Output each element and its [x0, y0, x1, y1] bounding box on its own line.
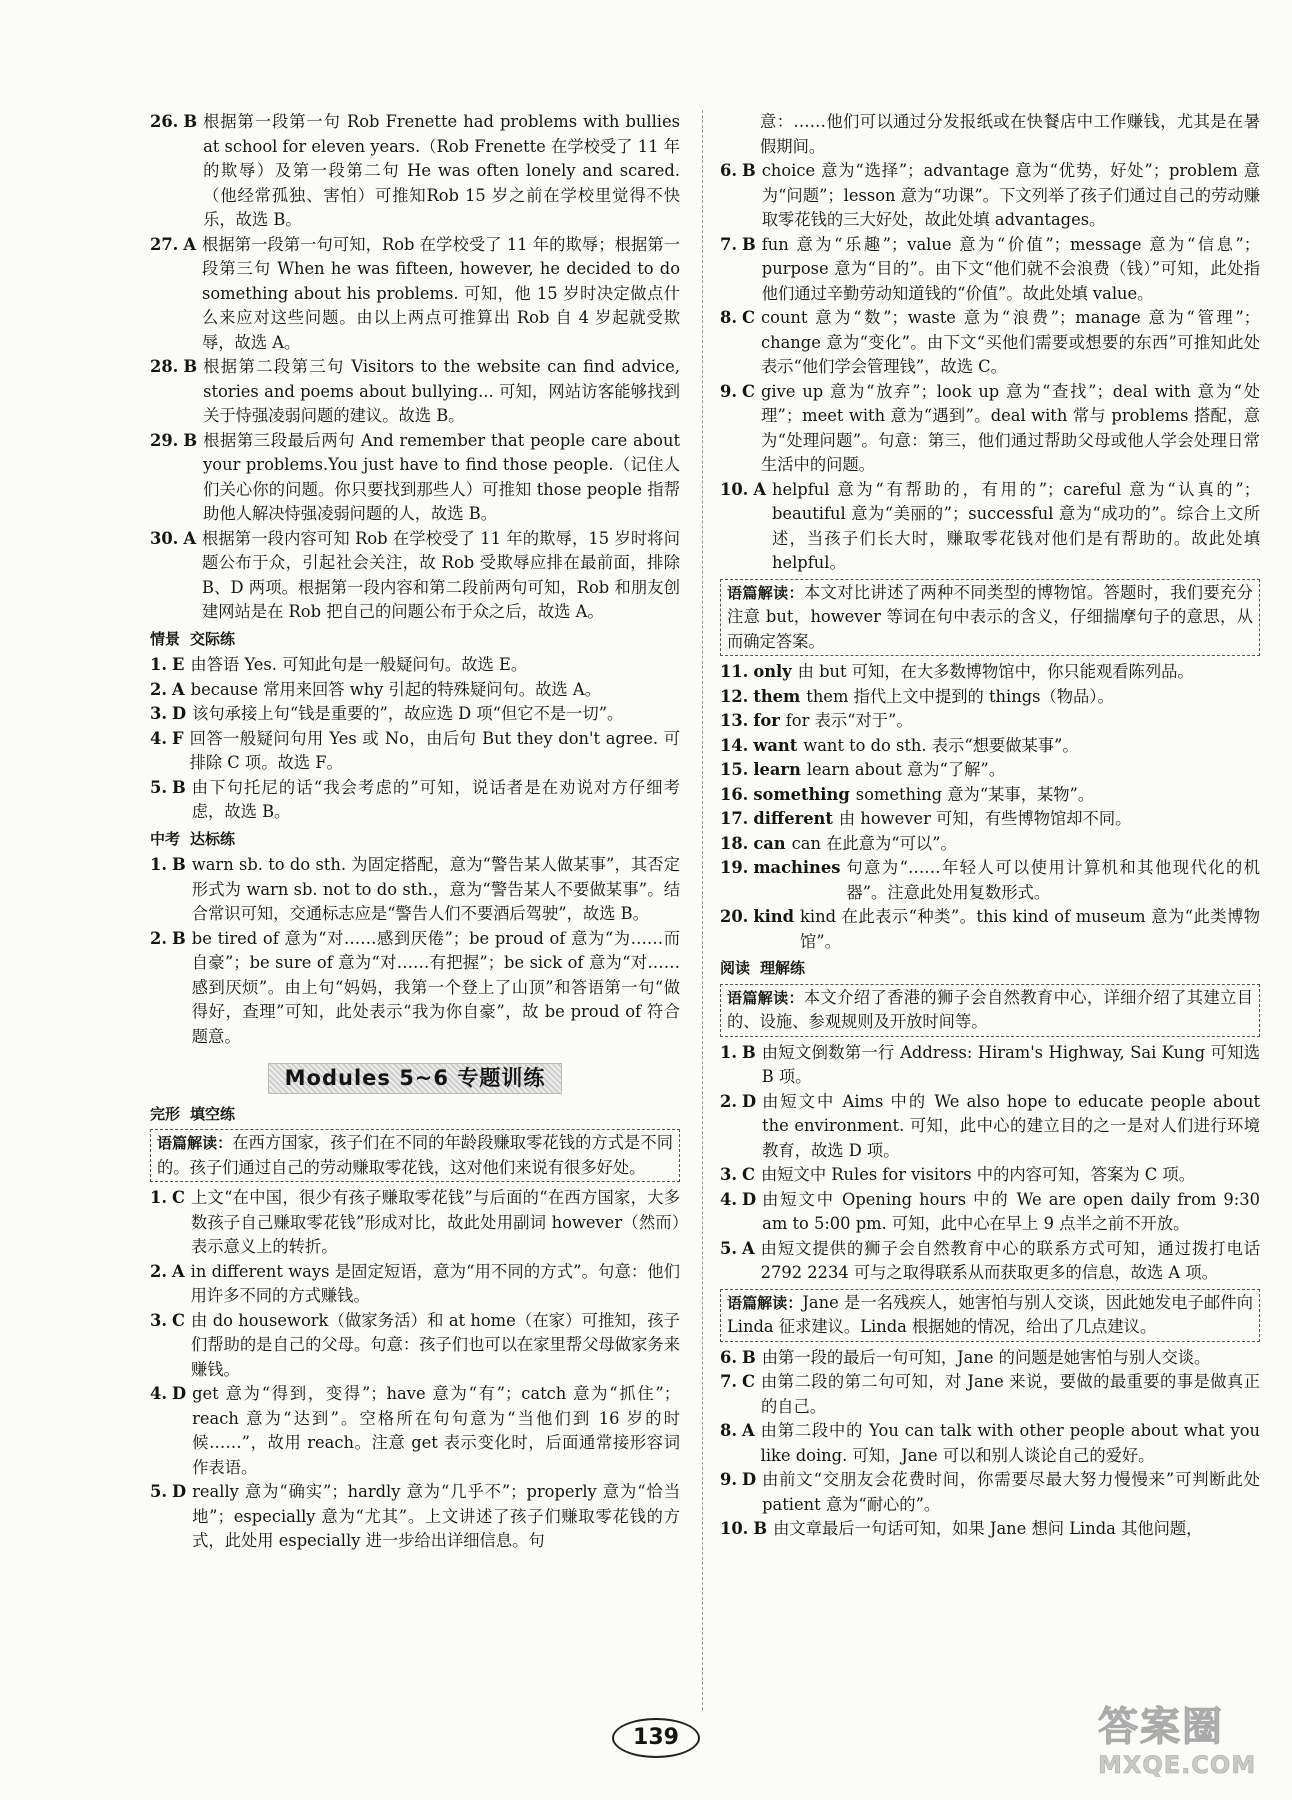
answer-key: D — [742, 1091, 757, 1111]
answer-explanation: 根据第一段内容可知 Rob 在学校受了 11 年的欺辱，15 岁时将问题公布于众，引起社会关注，故 Rob 受欺辱应排在最前面，排除 B、D 两项。根据第一段内容和第二段前两句可知，Rob 和朋友创建网站是在 Rob 把自己的问题公布于众之后，故选 A。 — [201, 528, 680, 621]
answer-item — [150, 429, 680, 527]
answer-number: 9. — [720, 381, 737, 401]
answer-item — [720, 1517, 1260, 1542]
answer-explanation: for 表示“对于”。 — [785, 711, 913, 730]
answer-item — [720, 159, 1260, 233]
answer-explanation: 根据第一段第一句 Rob Frenette had problems with bullies at school for eleven years.（Rob Frenette 在学校受了 11 年的欺辱）及第一段第二句 He was often lonely and scared.（他经常孤独、害怕）可推知Rob 15 岁之前在学校里觉得不快乐，故选 B。 — [203, 112, 680, 229]
answer-number: 6. — [720, 1347, 737, 1367]
answer-explanation: choice 意为“选择”；advantage 意为“优势，好处”；problem 意为“问题”；lesson 意为“功课”。下文列举了孩子们通过自己的劳动赚取零花钱的三大好处，故此处填 advantages。 — [761, 161, 1260, 229]
answer-number: 7. — [720, 1372, 737, 1391]
answer-item — [150, 527, 680, 625]
passage-note-box: 语篇解读：本文对比讲述了两种不同类型的博物馆。答题时，我们要充分注意 but，however 等词在句中表示的含义，仔细揣摩句子的意思，从而确定答案。 — [720, 579, 1260, 657]
answer-explanation: fun 意为“乐趣”；value 意为“价值”；message 意为“信息”；purpose 意为“目的”。由下文“他们就不会浪费（钱）”可知，此处指他们通过辛勤劳动知道钱的“价值”。故此处填 value。 — [761, 234, 1260, 303]
answer-key: B — [172, 928, 186, 948]
answer-item — [150, 110, 680, 233]
answer-number: 14. — [720, 735, 749, 755]
watermark-url: MXQE.COM — [1098, 1751, 1257, 1779]
answer-number: 5. — [150, 777, 167, 797]
passage-note-box: 语篇解读：Jane 是一名残疾人，她害怕与别人交谈，因此她发电子邮件向 Linda 征求建议。Linda 根据她的情况，给出了几点建议。 — [720, 1289, 1260, 1342]
answer-item — [150, 702, 680, 727]
answer-key: can — [753, 833, 786, 853]
answer-number: 19. — [720, 858, 749, 877]
answer-key: B — [183, 430, 198, 450]
answer-explanation: 由 however 可知，有些博物馆却不同。 — [838, 809, 1132, 828]
answer-explanation: 根据第一段第一句可知，Rob 在学校受了 11 年的欺辱；根据第一段第三句 When he was fifteen, however, he decided to do something about his problems. 可知，他 15 岁时决定做点什么来应对这些问题。由以上两点可推算出 Rob 自 4 岁起就受欺辱，故选 A。 — [201, 234, 680, 352]
answer-key: D — [742, 1470, 757, 1489]
answer-item — [150, 653, 680, 678]
answer-number: 17. — [720, 809, 749, 828]
answer-number: 1. — [150, 655, 167, 674]
answer-explanation: give up 意为“放弃”；look up 意为“查找”；deal with 意为“处理”；meet with 意为“遇到”。deal with 常与 problems 搭配，意为“处理问题”。句意：第三，他们通过帮助父母或他人学会处理日常生活中的问题。 — [760, 381, 1260, 474]
module-banner-wrap — [150, 1063, 680, 1094]
answer-item — [150, 233, 680, 356]
answer-item — [720, 1419, 1260, 1468]
answer-explanation: 由第二段的第二句可知，对 Jane 来说，要做的最重要的事是做真正的自己。 — [760, 1372, 1260, 1416]
answer-explanation: 由答语 Yes. 可知此句是一般疑问句。故选 E。 — [190, 655, 528, 674]
page-number: 139 — [612, 1718, 700, 1758]
answer-explanation: count 意为“数”；waste 意为“浪费”；manage 意为“管理”；change 意为“变化”。由下文“买他们需要或想要的东西”可推知此处表示“他们学会管理钱”，故选 C。 — [760, 308, 1260, 376]
answer-key: C — [742, 1165, 755, 1184]
answer-item — [150, 1186, 680, 1260]
answer-number: 2. — [720, 1091, 737, 1111]
site-watermark — [1098, 1704, 1276, 1794]
answer-explanation: 由短文中 Rules for visitors 中的内容可知，答案为 C 项。 — [760, 1165, 1195, 1184]
continued-text: 意：……他们可以通过分发报纸或在快餐店中工作赚钱，尤其是在暑假期间。 — [760, 112, 1260, 156]
answer-item — [720, 478, 1260, 576]
answer-explanation: in different ways 是固定短语，意为“用不同的方式”。句意：他们用许多不同的方式赚钱。 — [190, 1261, 680, 1305]
answer-key: A — [183, 234, 196, 254]
answer-item — [150, 727, 680, 776]
answer-number: 15. — [720, 760, 749, 779]
passage-note-box: 语篇解读：在西方国家，孩子们在不同的年龄段赚取零花钱的方式是不同的。孩子们通过自己的劳动赚取零花钱，这对他们来说有很多好处。 — [150, 1129, 680, 1182]
answer-number: 3. — [150, 704, 167, 723]
answer-key: A — [753, 479, 766, 499]
answer-explanation: something 意为“某事，某物”。 — [855, 784, 1095, 804]
answer-key: D — [742, 1189, 757, 1209]
answer-key: C — [742, 1372, 755, 1391]
answer-number: 1. — [720, 1042, 737, 1062]
answer-number: 20. — [720, 907, 749, 926]
answer-item — [150, 1480, 680, 1554]
answer-explanation: 由短文提供的狮子会自然教育中心的联系方式可知，通过拨打电话 2792 2234 可与之取得联系从而获取更多的信息，故选 A 项。 — [760, 1238, 1260, 1282]
answer-item — [720, 685, 1260, 710]
answer-item — [720, 1468, 1260, 1517]
answer-item — [720, 1041, 1260, 1090]
answer-item — [720, 856, 1260, 905]
reading-answers-6-10 — [720, 1346, 1260, 1542]
answer-item — [720, 1237, 1260, 1286]
section-heading-reading: 阅读 理解练 — [720, 959, 806, 977]
answer-number: 2. — [150, 679, 167, 699]
answer-number: 1. — [150, 855, 167, 874]
answer-item — [150, 776, 680, 825]
answer-key: machines — [753, 858, 841, 877]
answer-number: 16. — [720, 784, 749, 804]
answer-number: 9. — [720, 1470, 737, 1489]
answer-number: 10. — [720, 479, 749, 499]
answer-explanation: 由第一段的最后一句可知，Jane 的问题是她害怕与别人交谈。 — [761, 1347, 1211, 1367]
answer-explanation: can 在此意为“可以”。 — [791, 833, 957, 853]
answer-explanation: really 意为“确实”；hardly 意为“几乎不”；properly 意为“恰当地”；especially 意为“尤其”。上文讲述了孩子们赚取零花钱的方式，此处用 especially 进一步给出详细信息。句 — [192, 1482, 680, 1550]
answer-key: different — [753, 809, 833, 828]
left-column — [150, 110, 680, 1554]
dialogue-answers — [150, 653, 680, 825]
answer-number: 8. — [720, 1421, 737, 1440]
answer-key: F — [172, 728, 184, 748]
answer-item — [720, 1346, 1260, 1371]
answer-item — [720, 1163, 1260, 1188]
answer-key: B — [742, 1347, 756, 1367]
answer-key: D — [172, 704, 187, 723]
answer-item — [720, 905, 1260, 954]
answer-explanation: 回答一般疑问句用 Yes 或 No，由后句 But they don't agree. 可排除 C 项。故选 F。 — [189, 728, 680, 772]
answer-number: 4. — [150, 728, 167, 748]
answer-explanation: helpful 意为“有帮助的，有用的”；careful 意为“认真的”；beautiful 意为“美丽的”；successful 意为“成功的”。综合上文所述，当孩子们长大时，赚取零花钱对他们是有帮助的。故此处填 helpful。 — [771, 479, 1260, 572]
answer-explanation: 由 do housework（做家务活）和 at home（在家）可推知，孩子们帮助的是自己的父母。句意：孩子们也可以在家里帮父母做家务来赚钱。 — [190, 1310, 680, 1379]
answer-key: B — [183, 112, 198, 131]
answer-key: want — [753, 735, 798, 755]
answer-key: D — [172, 1482, 187, 1501]
answer-number: 2. — [150, 1261, 167, 1281]
answer-key: B — [742, 234, 756, 254]
answer-item — [150, 927, 680, 1050]
answer-item — [720, 734, 1260, 759]
answer-key: B — [172, 777, 186, 797]
answer-item — [150, 1382, 680, 1480]
answer-explanation: 上文“在中国，很少有孩子赚取零花钱”与后面的“在西方国家，大多数孩子自己赚取零花钱”形成对比，故此处用副词 however（然而）表示意义上的转折。 — [190, 1188, 680, 1256]
answer-item — [720, 380, 1260, 478]
answer-explanation: want to do sth. 表示“想要做某事”。 — [803, 735, 1079, 755]
answer-explanation: 由前文“交朋友会花费时间，你需要尽最大努力慢慢来”可判断此处 patient 意为“耐心的”。 — [762, 1470, 1260, 1514]
fill-answers-11-20 — [720, 660, 1260, 954]
answer-explanation: 由下句托尼的话“我会考虑的”可知，说话者是在劝说对方仔细考虑，故选 B。 — [191, 777, 680, 821]
answer-item — [720, 233, 1260, 307]
answer-number: 30. — [150, 528, 179, 548]
answer-key: B — [742, 1042, 756, 1062]
answer-number: 7. — [720, 234, 737, 254]
answer-number: 13. — [720, 711, 749, 730]
answer-item — [150, 678, 680, 703]
answer-explanation: 该句承接上句“钱是重要的”，故应选 D 项“但它不是一切”。 — [192, 704, 624, 723]
answer-key: A — [172, 1261, 185, 1281]
answer-key: kind — [753, 907, 795, 926]
column-divider — [702, 110, 703, 1710]
answer-key: something — [753, 784, 850, 804]
answer-number: 5. — [720, 1238, 737, 1258]
passage-note-box: 语篇解读：本文介绍了香港的狮子会自然教育中心，详细介绍了其建立目的、设施、参观规则及开放时间等。 — [720, 984, 1260, 1037]
answer-item — [720, 306, 1260, 380]
answer-key: B — [172, 855, 186, 874]
answer-explanation: because 常用来回答 why 引起的特殊疑问句。故选 A。 — [190, 679, 601, 699]
answer-number: 3. — [720, 1165, 737, 1184]
answer-number: 28. — [150, 357, 179, 376]
cloze-answers-6-10 — [720, 159, 1260, 576]
answer-item — [720, 660, 1260, 685]
answer-explanation: 由短文中 Aims 中的 We also hope to educate people about the environment. 可知，此中心的建立目的之一是对人们进行环境教育，故选 D 项。 — [762, 1091, 1260, 1160]
answer-key: C — [172, 1188, 185, 1207]
answer-explanation: 由第二段中的 You can talk with other people about what you like doing. 可知，Jane 可以和别人谈论自己的爱好。 — [760, 1421, 1260, 1465]
answer-key: A — [183, 528, 196, 548]
answer-number: 27. — [150, 234, 179, 254]
answer-explanation: 根据第三段最后两句 And remember that people care about your problems.You just have to find those people.（记住人们关心你的问题。你只要找到那些人）可推知 those people 指帮助他人解决恃强凌弱问题的人，故选 B。 — [203, 430, 680, 523]
answer-item — [150, 355, 680, 429]
answer-explanation: be tired of 意为“对……感到厌倦”；be proud of 意为“为……而自豪”；be sure of 意为“对……有把握”；be sick of 意为“对……感到厌烦”。由上句“妈妈，我第一个登上了山顶”和答语第一句“做得好，查理”可知，此处表示“我为你自豪”，故 be proud of 符合题意。 — [191, 928, 680, 1046]
section-heading-situational: 情景 交际练 — [150, 629, 236, 648]
answer-number: 8. — [720, 308, 737, 327]
answer-key: B — [183, 357, 198, 376]
answer-key: D — [172, 1384, 187, 1403]
answer-item — [720, 1370, 1260, 1419]
answer-item — [720, 832, 1260, 857]
reading-answers-1-5 — [720, 1041, 1260, 1286]
answer-explanation: 由 but 可知，在大多数博物馆中，你只能观看陈列品。 — [797, 662, 1194, 681]
answer-key: C — [742, 308, 755, 327]
answer-item — [720, 758, 1260, 783]
answer-key: C — [742, 381, 755, 401]
answer-key: learn — [753, 760, 801, 779]
answer-number: 4. — [720, 1189, 737, 1209]
zhongkao-answers — [150, 853, 680, 1049]
answer-item — [720, 783, 1260, 808]
answer-item — [150, 1309, 680, 1383]
answer-explanation: learn about 意为“了解”。 — [806, 760, 1006, 779]
answer-number: 18. — [720, 833, 749, 853]
answer-number: 2. — [150, 928, 167, 948]
right-column — [720, 110, 1260, 1542]
answer-number: 29. — [150, 430, 179, 450]
answer-item — [150, 853, 680, 927]
answer-key: A — [172, 679, 185, 699]
answer-explanation: warn sb. to do sth. 为固定搭配，意为“警告某人做某事”，其否定形式为 warn sb. not to do sth.，意为“警告某人不要做某事”。结合常识可知，交通标志应是“警告人们不要酒后驾驶”，故选 B。 — [191, 855, 680, 923]
answer-explanation: 由短文中 Opening hours 中的 We are open daily from 9:30 am to 5:00 pm. 可知，此中心在早上 9 点半之前不开放。 — [762, 1189, 1260, 1233]
answer-explanation: 句意为“……年轻人可以使用计算机和其他现代化的机器”。注意此处用复数形式。 — [846, 858, 1260, 902]
answer-key: only — [753, 662, 792, 681]
cloze-answers-1-5 — [150, 1186, 680, 1554]
answer-key: E — [172, 655, 185, 674]
answer-key: A — [742, 1238, 755, 1258]
answer-number: 12. — [720, 686, 749, 706]
answer-item — [720, 1188, 1260, 1237]
answer-number: 10. — [720, 1519, 749, 1538]
section-heading-zhongkao: 中考 达标练 — [150, 829, 236, 848]
answer-item — [720, 709, 1260, 734]
reading-answers-26-30 — [150, 110, 680, 625]
answer-explanation: them 指代上文中提到的 things（物品）。 — [806, 686, 1114, 706]
answer-number: 11. — [720, 662, 749, 681]
answer-number: 3. — [150, 1310, 167, 1330]
answer-explanation: kind 在此表示“种类”。this kind of museum 意为“此类博物馆”。 — [800, 907, 1260, 951]
answer-number: 26. — [150, 112, 179, 131]
answer-number: 6. — [720, 161, 737, 180]
answer-item — [150, 1260, 680, 1309]
answer-explanation: 由短文倒数第一行 Address: Hiram's Highway, Sai Kung 可知选 B 项。 — [761, 1042, 1260, 1086]
answer-item — [720, 807, 1260, 832]
answer-key: B — [742, 161, 756, 180]
section-heading-cloze: 完形 填空练 — [150, 1104, 236, 1123]
answer-number: 5. — [150, 1482, 167, 1501]
answer-key: B — [753, 1519, 768, 1538]
answer-explanation: get 意为“得到，变得”；have 意为“有”；catch 意为“抓住”；reach 意为“达到”。空格所在句句意为“当他们到 16 岁的时候……”，故用 reach。注意 get 表示变化时，后面通常接形容词作表语。 — [192, 1384, 680, 1477]
answer-key: A — [742, 1421, 755, 1440]
answer-number: 1. — [150, 1188, 167, 1207]
answer-explanation: 由文章最后一句话可知，如果 Jane 想问 Linda 其他问题， — [773, 1519, 1203, 1538]
answer-key: them — [753, 686, 801, 706]
answer-item — [720, 1090, 1260, 1164]
answer-key: for — [753, 711, 780, 730]
answer-key: C — [172, 1310, 185, 1330]
answer-number: 4. — [150, 1384, 167, 1403]
answer-explanation: 根据第二段第三句 Visitors to the website can find advice, stories and poems about bullying... 可知，网站访客能够找到关于恃强凌弱问题的建议。故选 B。 — [203, 357, 680, 425]
watermark-logo-text: 答案圈 — [1098, 1704, 1224, 1750]
module-banner: Modules 5~6 专题训练 — [268, 1063, 563, 1094]
